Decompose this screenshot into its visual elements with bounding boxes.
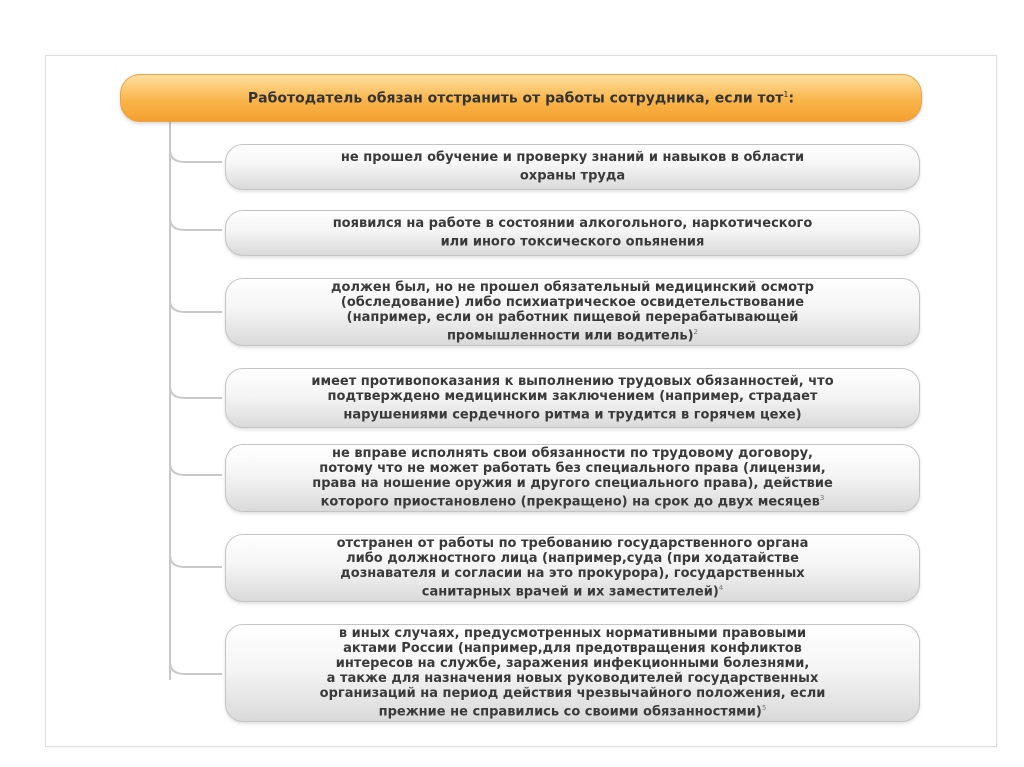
condition-text: в иных случаях, предусмотренных нормативными правовыми актами России (например,для предотвращения конфликтов интересов на службе, заражения инфекционными болезнями, а также для назначения новых руководителей государственных организаций на период действия чрезвычайного положения, если прежние не справились со своими обязанностями)$^5$ bbox=[319, 626, 826, 720]
condition-box-7 bbox=[225, 624, 920, 722]
condition-box-3 bbox=[225, 278, 920, 346]
condition-text: появился на работе в состоянии алкогольного, наркотического или иного токсического опьянения bbox=[332, 216, 813, 250]
header-title: Работодатель обязан отстранить от работы сотрудника, если тот$^1$: bbox=[247, 89, 795, 107]
condition-box-4 bbox=[225, 368, 920, 428]
connector-arrow-7 bbox=[170, 662, 222, 674]
condition-text: должен был, но не прошел обязательный медицинский осмотр (обследование) либо психиатрическое освидетельствование (например, если он работник пищевой перерабатывающей промышленности или водитель)$^2$ bbox=[331, 280, 814, 344]
condition-box-2 bbox=[225, 210, 920, 256]
condition-text: не вправе исполнять свои обязанности по трудовому договору, потому что не может работать без специального права (лицензии, права на ношение оружия и другого специального права), действие которого приостановлено (прекращено) на срок до двух месяцев$^3$ bbox=[312, 446, 833, 510]
condition-box-1 bbox=[225, 144, 920, 190]
condition-text: не прошел обучение и проверку знаний и навыков в области охраны труда bbox=[340, 150, 805, 184]
condition-text: имеет противопоказания к выполнению трудовых обязанностей, что подтверждено медицинским заключением (например, страдает нарушениями сердечного ритма и трудится в горячем цехе) bbox=[311, 373, 834, 423]
connector-arrow-4 bbox=[170, 386, 222, 398]
connector-arrow-3 bbox=[170, 300, 222, 312]
condition-box-6 bbox=[225, 534, 920, 602]
connector-arrow-6 bbox=[170, 555, 222, 567]
condition-text: отстранен от работы по требованию государственного органа либо должностного лица (например,суда (при ходатайстве дознавателя и согласии на это прокурора), государственных санитарных врачей и их заместителей)$^4$ bbox=[336, 536, 809, 600]
connector-arrow-5 bbox=[170, 463, 222, 475]
condition-box-5 bbox=[225, 444, 920, 512]
header-box bbox=[120, 74, 922, 122]
connector-arrow-2 bbox=[170, 218, 222, 230]
connector-arrow-1 bbox=[170, 150, 222, 162]
